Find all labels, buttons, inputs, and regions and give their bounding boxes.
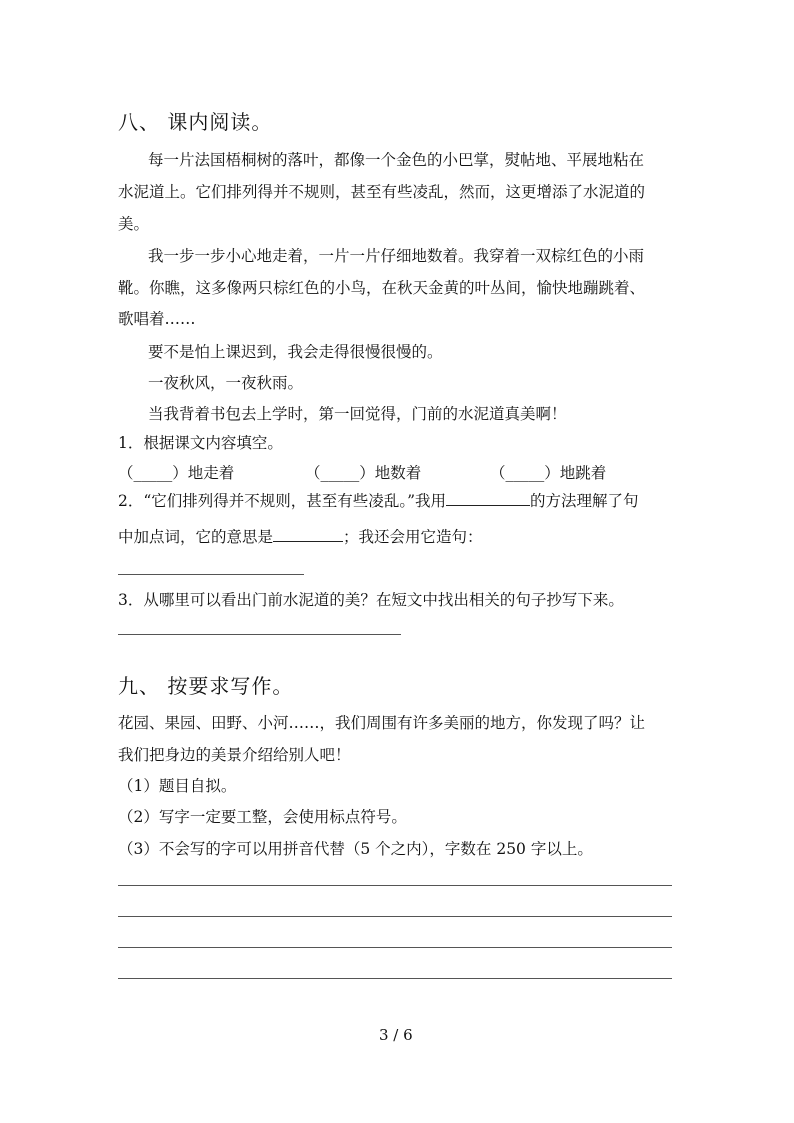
dotted-char-2: 乱 <box>383 492 400 510</box>
passage-line-8: 一夜秋风，一夜秋雨。 <box>148 374 304 392</box>
writing-requirement-1: （1）题目自拟。 <box>118 777 237 795</box>
writing-requirement-3: （3）不会写的字可以用拼音代替（5 个之内），字数在 250 字以上。 <box>118 840 593 858</box>
writing-line-3[interactable] <box>118 947 672 948</box>
writing-requirement-2: （2）写字一定要工整，会使用标点符号。 <box>118 808 407 826</box>
passage-line-2: 水泥道上。它们排列得并不规则，甚至有些凌乱，然而，这更增添了水泥道的 <box>118 183 646 201</box>
q1-blank-3[interactable]: （_____）地跳着 <box>490 464 607 482</box>
q2-text-b: 。”我用 <box>399 492 447 510</box>
passage-line-7: 要不是怕上课迟到，我会走得很慢很慢的。 <box>148 343 443 361</box>
dotted-char-1: 凌 <box>368 492 384 510</box>
question-3-label: 3．从哪里可以看出门前水泥道的美？在短文中找出相关的句子抄写下来。 <box>118 591 624 609</box>
section-9-title: 九、 按要求写作。 <box>118 674 294 698</box>
writing-intro-line-2: 我们把身边的美景介绍给别人吧！ <box>118 746 351 764</box>
writing-line-2[interactable] <box>118 916 672 917</box>
question-1-label: 1．根据课文内容填空。 <box>118 434 283 452</box>
q2-method-blank[interactable] <box>446 491 530 506</box>
q2-text-a: 2．“它们排列得并不规则，甚至有些 <box>118 492 369 510</box>
passage-line-4: 我一步一步小心地走着，一片一片仔细地数着。我穿着一双棕红色的小雨 <box>148 247 645 265</box>
q2-text-d: 中加点词，它的意思是 <box>118 528 274 546</box>
passage-line-3: 美。 <box>118 215 150 233</box>
passage-line-6: 歌唱着…… <box>118 310 196 328</box>
writing-line-4[interactable] <box>118 978 672 979</box>
q2-sentence-answer-line[interactable] <box>118 574 304 575</box>
q3-answer-line[interactable] <box>118 634 401 635</box>
q1-blank-2[interactable]: （_____）地数着 <box>305 464 422 482</box>
writing-intro-line-1: 花园、果园、田野、小河……，我们周围有许多美丽的地方，你发现了吗？让 <box>118 714 646 732</box>
passage-line-1: 每一片法国梧桐树的落叶，都像一个金色的小巴掌，熨帖地、平展地粘在 <box>148 151 645 169</box>
q2-text-e: ；我还会用它造句： <box>343 528 483 546</box>
passage-line-9: 当我背着书包去上学时，第一回觉得，门前的水泥道真美啊！ <box>148 405 567 423</box>
page-number: 3 / 6 <box>379 1026 413 1044</box>
section-8-title: 八、 课内阅读。 <box>118 110 273 134</box>
writing-line-1[interactable] <box>118 885 672 886</box>
q2-text-c: 的方法理解了句 <box>530 492 639 510</box>
question-2-line-1 <box>118 486 639 516</box>
passage-line-5: 靴。你瞧，这多像两只棕红色的小鸟，在秋天金黄的叶丛间，愉快地蹦跳着、 <box>118 279 646 297</box>
question-2-line-2 <box>118 522 483 552</box>
q1-blank-1[interactable]: （_____）地走着 <box>118 464 235 482</box>
q2-meaning-blank[interactable] <box>273 527 343 542</box>
